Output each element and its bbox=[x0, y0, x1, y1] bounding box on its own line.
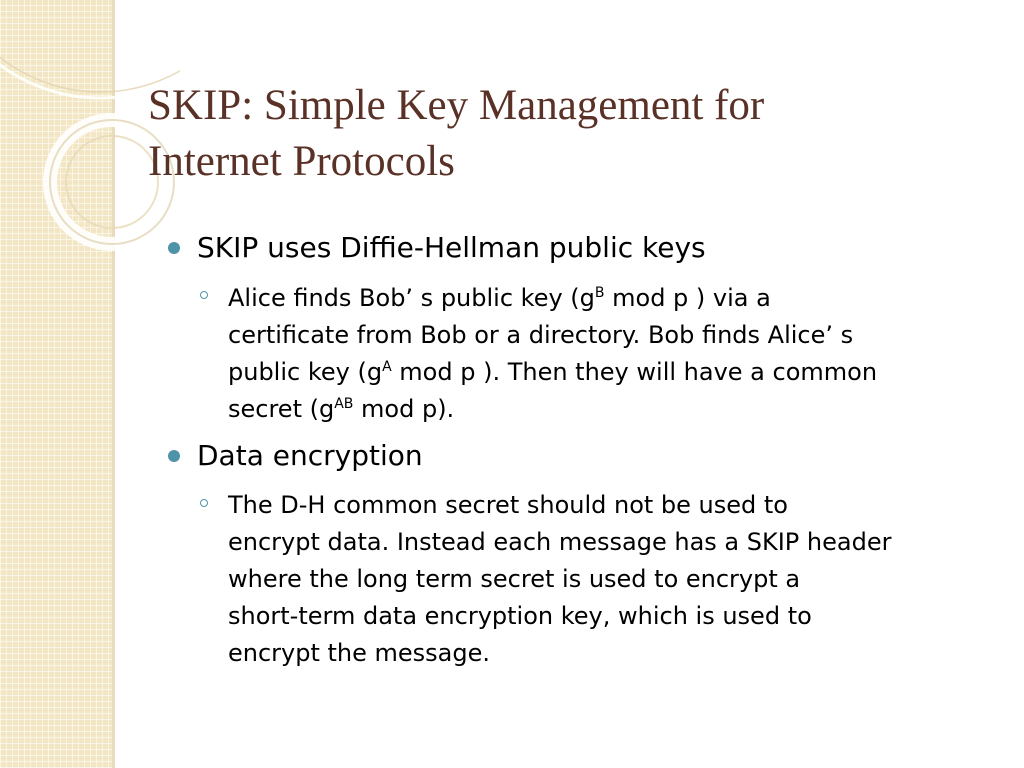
sub-bullet-line: encrypt data. Instead each message has a SKIP header bbox=[228, 528, 892, 556]
sub-bullet-line: where the long term secret is used to encrypt a bbox=[228, 565, 801, 593]
bullet-dot-icon bbox=[168, 242, 180, 254]
sub-bullet-line: secret ($g^{AB}$ mod p). bbox=[228, 395, 455, 423]
superscript-a: A bbox=[382, 359, 392, 375]
sub-bullet-line: encrypt the message. bbox=[228, 639, 491, 667]
sub-bullet-line: short-term data encryption key, which is used to bbox=[228, 602, 812, 630]
sub-bullet-line: Alice finds Bob’ s public key ($g^B$ mod p ) via a bbox=[228, 284, 771, 312]
sub-bullet-circle-icon bbox=[200, 499, 208, 507]
sub-bullet-alice-bob-keys bbox=[228, 280, 988, 428]
bullet-skip-diffie-hellman: SKIP uses Diffie-Hellman public keys bbox=[197, 231, 706, 264]
bullet-data-encryption: Data encryption bbox=[197, 439, 423, 472]
superscript-b: B bbox=[594, 285, 605, 301]
sub-bullet-line: The D-H common secret should not be used to bbox=[228, 491, 788, 519]
bullet-dot-icon bbox=[168, 450, 180, 462]
slide-title-line-1: SKIP: Simple Key Management for bbox=[148, 82, 765, 129]
sub-bullet-line: certificate from Bob or a directory. Bob finds Alice’ s bbox=[228, 321, 854, 349]
superscript-ab: AB bbox=[334, 396, 354, 412]
slide-title-line-2: Internet Protocols bbox=[148, 138, 455, 185]
sub-bullet-dh-secret bbox=[228, 487, 988, 672]
sub-bullet-circle-icon bbox=[200, 291, 208, 299]
sub-bullet-line: public key ($g^A$ mod p ). Then they will have a common bbox=[228, 358, 878, 386]
